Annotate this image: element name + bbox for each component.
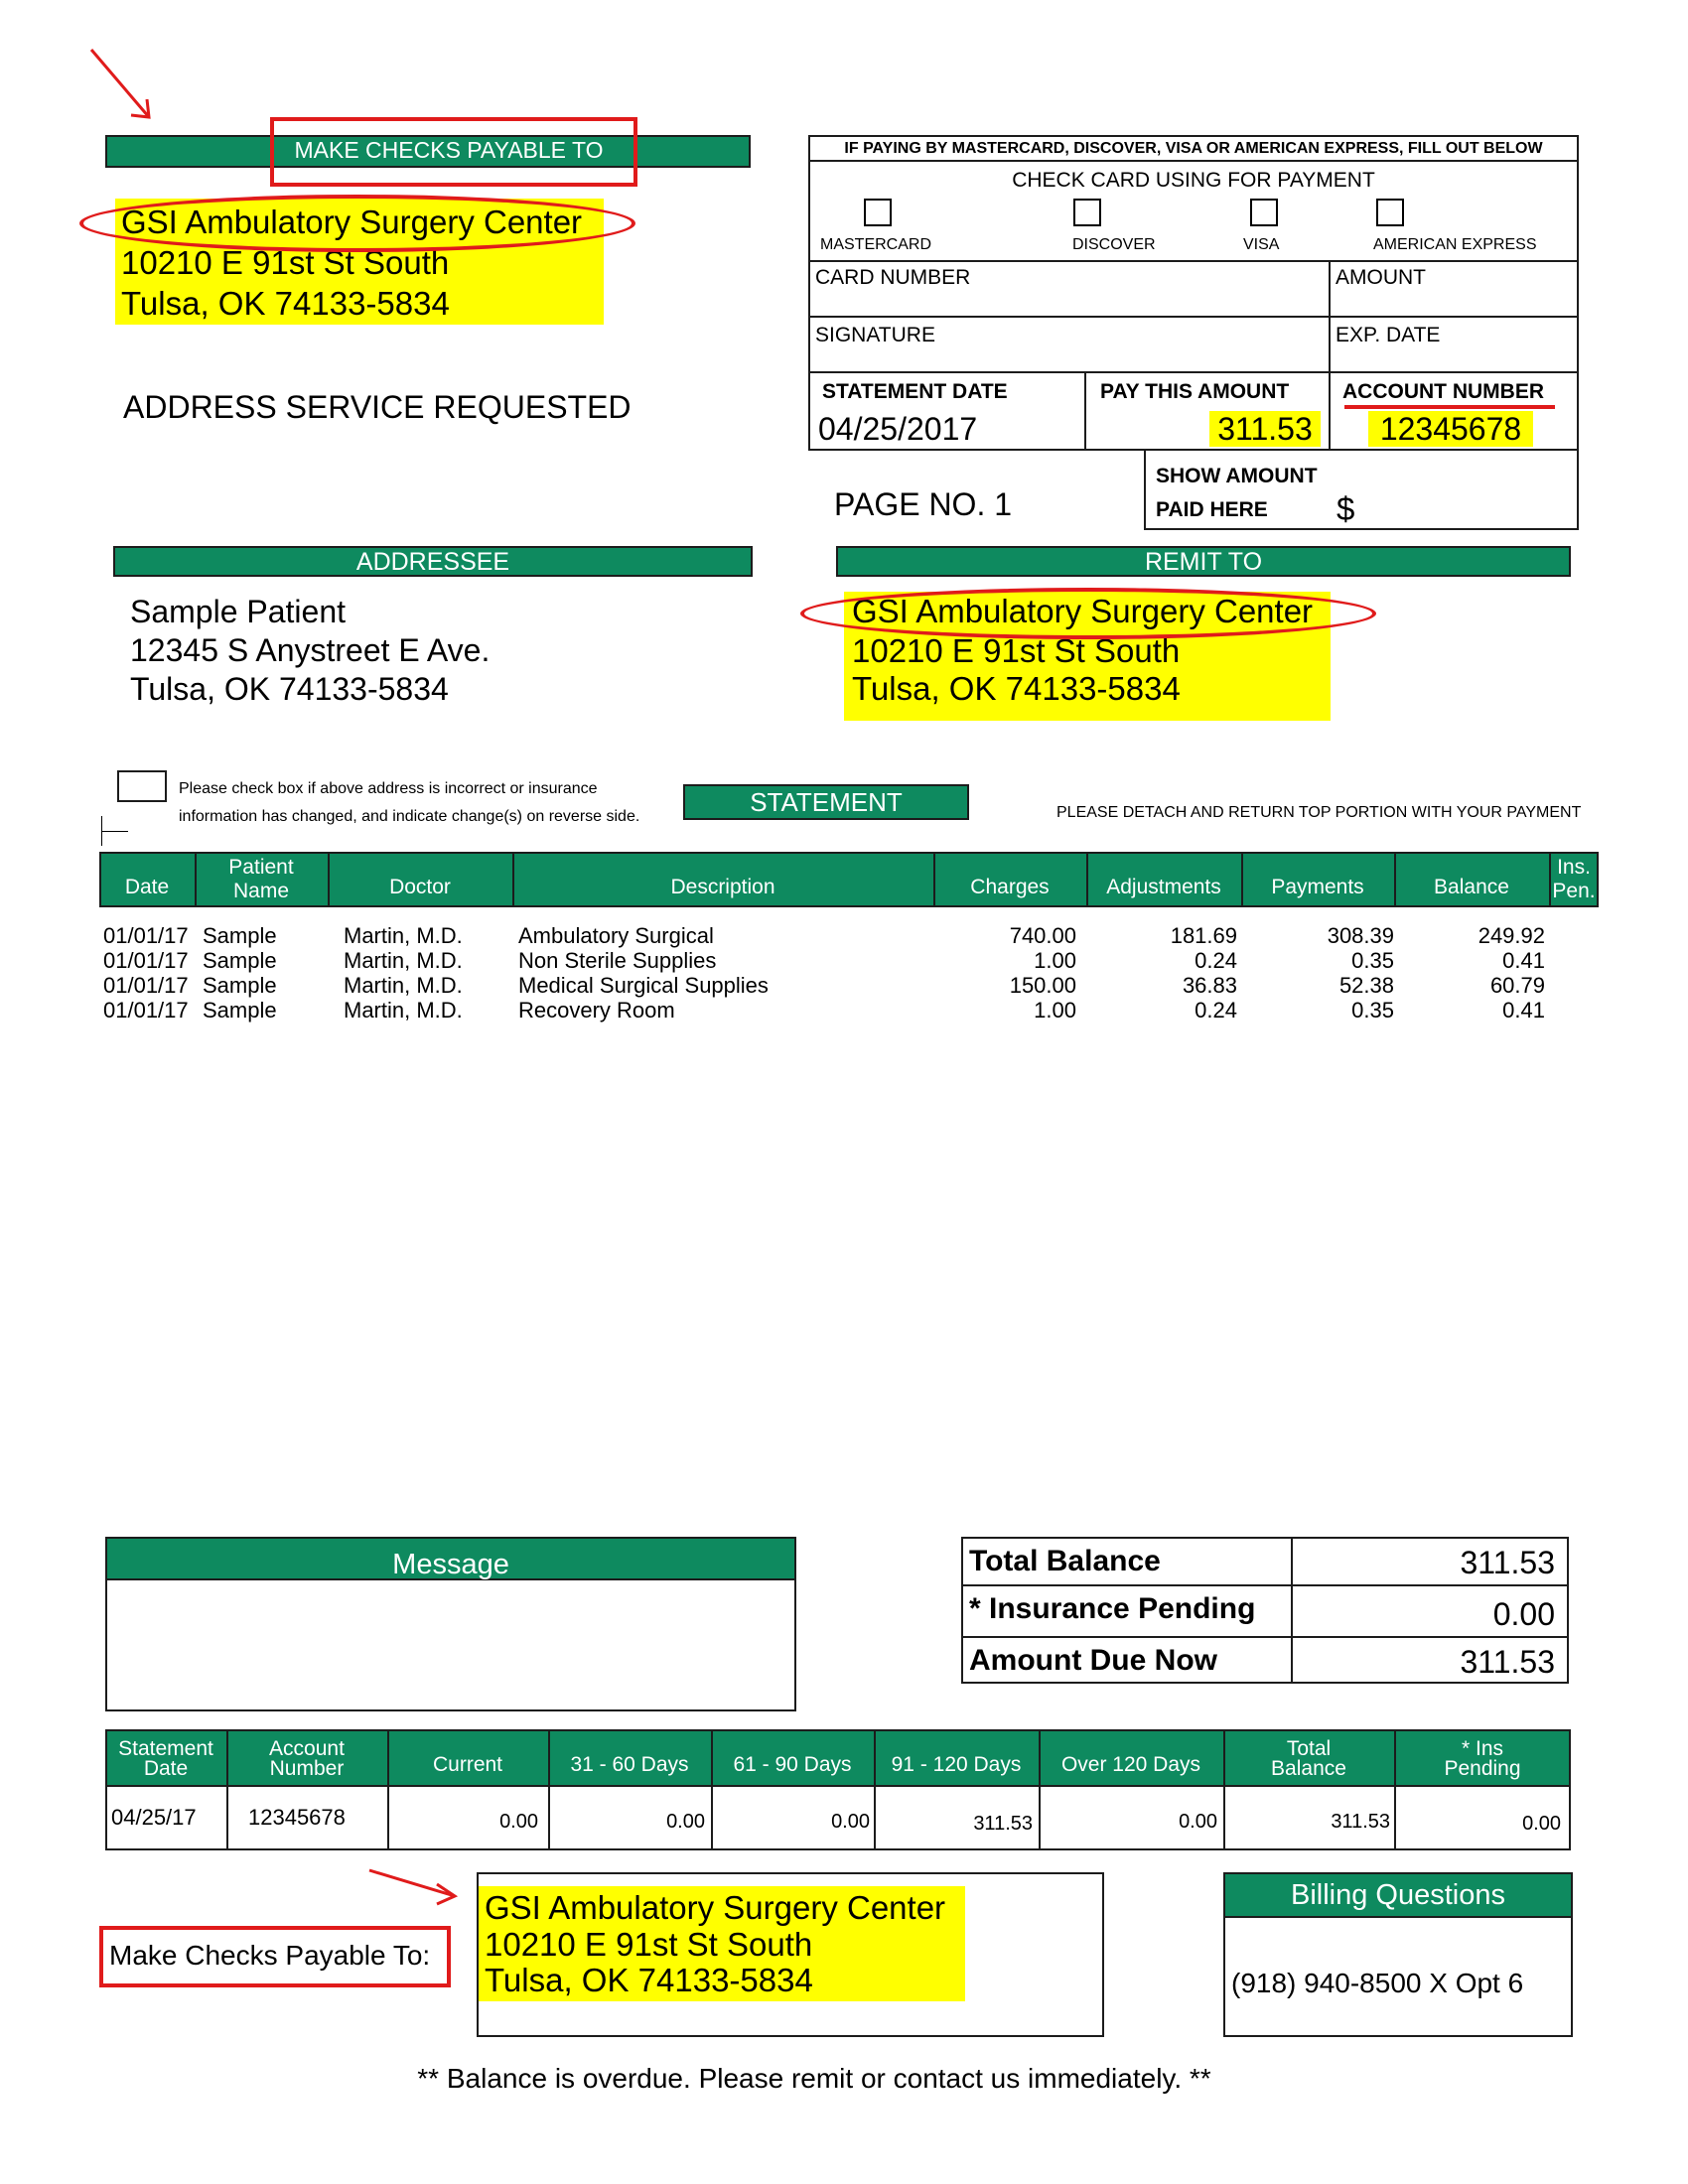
row-payments: 0.35 xyxy=(1351,948,1394,973)
row-payments: 0.35 xyxy=(1351,998,1394,1023)
row-adjustments: 0.24 xyxy=(1195,948,1237,973)
signature-label: SIGNATURE xyxy=(815,324,935,346)
statement-bar xyxy=(683,784,969,820)
col-header-balance: Balance xyxy=(1434,876,1509,898)
row-description: Ambulatory Surgical xyxy=(518,923,714,948)
row-balance: 0.41 xyxy=(1502,998,1545,1023)
row-balance: 60.79 xyxy=(1489,973,1545,998)
col-header-date: Date xyxy=(124,876,170,898)
aging-header-account-1: Account xyxy=(269,1737,345,1760)
col-header-ins-1: Ins. xyxy=(1557,856,1591,879)
account-number-label: ACCOUNT NUMBER xyxy=(1342,380,1544,403)
aging-header-over-120: Over 120 Days xyxy=(1060,1753,1201,1776)
amount-label: AMOUNT xyxy=(1336,266,1426,289)
row-description: Non Sterile Supplies xyxy=(518,948,717,973)
amount-due-label: Amount Due Now xyxy=(969,1644,1217,1677)
row-patient: Sample xyxy=(203,998,277,1023)
aging-header-total-2: Balance xyxy=(1271,1757,1346,1780)
card-divider-3 xyxy=(808,371,1579,373)
page-number: PAGE NO. 1 xyxy=(834,486,1013,522)
statement-label: STATEMENT xyxy=(750,787,903,817)
row-adjustments: 36.83 xyxy=(1182,973,1237,998)
footer-payee-street: 10210 E 91st St South xyxy=(485,1926,813,1963)
row-charges: 150.00 xyxy=(1009,973,1076,998)
aging-header-ins-2: Pending xyxy=(1444,1757,1521,1780)
row-description: Recovery Room xyxy=(518,998,675,1023)
col-header-ins-2: Pen. xyxy=(1552,880,1596,902)
address-service-requested: ADDRESS SERVICE REQUESTED xyxy=(123,389,632,425)
row-date: 01/01/17 xyxy=(103,948,189,973)
aging-61-90: 0.00 xyxy=(831,1811,870,1833)
card-instructions: IF PAYING BY MASTERCARD, DISCOVER, VISA OR AMERICAN EXPRESS, FILL OUT BELOW xyxy=(808,136,1579,162)
overdue-note: ** Balance is overdue. Please remit or contact us immediately. ** xyxy=(417,2063,1211,2094)
insurance-pending-value: 0.00 xyxy=(1492,1596,1555,1632)
col-header-adjustments: Adjustments xyxy=(1106,876,1221,898)
row-date: 01/01/17 xyxy=(103,923,189,948)
row-doctor: Martin, M.D. xyxy=(344,948,463,973)
row-adjustments: 0.24 xyxy=(1195,998,1237,1023)
aging-header-ins-1: * Ins xyxy=(1461,1737,1504,1760)
row-patient: Sample xyxy=(203,923,277,948)
col-header-patient-2: Name xyxy=(232,880,290,902)
message-label: Message xyxy=(392,1549,509,1580)
row-charges: 1.00 xyxy=(1034,948,1076,973)
option-amex: AMERICAN EXPRESS xyxy=(1373,236,1537,253)
aging-header-91-120: 91 - 120 Days xyxy=(891,1753,1022,1776)
footer-payee-name: GSI Ambulatory Surgery Center xyxy=(485,1889,946,1926)
col-header-patient-1: Patient xyxy=(228,856,294,879)
payee-city: Tulsa, OK 74133-5834 xyxy=(121,285,450,322)
statement-date-label: STATEMENT DATE xyxy=(822,380,1008,403)
totals-divider xyxy=(961,1584,1569,1586)
pay-amount-value: 311.53 xyxy=(1217,411,1313,447)
row-doctor: Martin, M.D. xyxy=(344,998,463,1023)
checkbox-icon[interactable] xyxy=(864,199,892,226)
check-card-label: CHECK CARD USING FOR PAYMENT xyxy=(1012,169,1375,192)
message-bar xyxy=(105,1537,796,1580)
address-change-checkbox[interactable] xyxy=(117,770,167,802)
checkbox-icon[interactable] xyxy=(1250,199,1278,226)
row-charges: 740.00 xyxy=(1009,923,1076,948)
aging-over-120: 0.00 xyxy=(1179,1811,1217,1833)
account-number-value: 12345678 xyxy=(1379,411,1522,447)
aging-header-account-2: Number xyxy=(269,1757,345,1780)
row-balance: 249.92 xyxy=(1477,923,1545,948)
footer-make-checks-label: Make Checks Payable To: xyxy=(109,1940,431,1971)
row-balance: 0.41 xyxy=(1502,948,1545,973)
billing-phone: (918) 940-8500 X Opt 6 xyxy=(1231,1968,1524,1998)
aging-header-31-60: 31 - 60 Days xyxy=(570,1753,689,1776)
row-patient: Sample xyxy=(203,948,277,973)
addressee-name: Sample Patient xyxy=(130,594,347,629)
make-checks-label: MAKE CHECKS PAYABLE TO xyxy=(294,137,604,163)
row-date: 01/01/17 xyxy=(103,973,189,998)
arrow-annotation-icon xyxy=(365,1864,465,1908)
statement-date-value: 04/25/2017 xyxy=(818,411,978,447)
registration-mark xyxy=(101,816,128,846)
remit-to-label: REMIT TO xyxy=(1144,548,1263,576)
make-checks-annotation-box xyxy=(270,117,637,187)
payee-name: GSI Ambulatory Surgery Center xyxy=(121,204,583,240)
row-doctor: Martin, M.D. xyxy=(344,973,463,998)
aging-account-number: 12345678 xyxy=(248,1805,346,1830)
aging-current: 0.00 xyxy=(499,1811,538,1833)
card-divider-2 xyxy=(808,316,1579,318)
row-date: 01/01/17 xyxy=(103,998,189,1023)
card-vdivider-1 xyxy=(1329,260,1331,451)
addressee-city: Tulsa, OK 74133-5834 xyxy=(130,671,449,707)
paid-here-label: PAID HERE xyxy=(1156,498,1268,521)
checkbox-icon[interactable] xyxy=(1073,199,1101,226)
pay-amount-label: PAY THIS AMOUNT xyxy=(1100,380,1290,403)
total-balance-value: 311.53 xyxy=(1460,1545,1555,1580)
aging-91-120: 311.53 xyxy=(973,1813,1033,1835)
card-divider-1 xyxy=(808,260,1579,262)
row-adjustments: 181.69 xyxy=(1170,923,1237,948)
totals-divider xyxy=(961,1636,1569,1638)
col-header-charges: Charges xyxy=(970,876,1050,898)
remit-street: 10210 E 91st St South xyxy=(852,632,1181,669)
insurance-pending-label: * Insurance Pending xyxy=(969,1592,1256,1625)
remit-city: Tulsa, OK 74133-5834 xyxy=(852,670,1181,707)
detach-note: PLEASE DETACH AND RETURN TOP PORTION WITH YOUR PAYMENT xyxy=(1056,804,1582,821)
option-discover: DISCOVER xyxy=(1072,236,1156,253)
row-charges: 1.00 xyxy=(1034,998,1076,1023)
dollar-sign: $ xyxy=(1336,490,1355,527)
payee-street: 10210 E 91st St South xyxy=(121,244,450,281)
amount-due-value: 311.53 xyxy=(1460,1644,1555,1680)
change-note-line-2: information has changed, and indicate change(s) on reverse side. xyxy=(179,808,640,825)
footer-payee-city: Tulsa, OK 74133-5834 xyxy=(485,1962,813,1998)
arrow-annotation-icon xyxy=(85,44,165,127)
aging-ins-pending: 0.00 xyxy=(1522,1813,1561,1835)
aging-header-total-1: Total xyxy=(1286,1737,1332,1760)
aging-statement-date: 04/25/17 xyxy=(111,1805,197,1830)
aging-header-61-90: 61 - 90 Days xyxy=(733,1753,852,1776)
card-number-label: CARD NUMBER xyxy=(815,266,971,289)
show-amount-label: SHOW AMOUNT xyxy=(1156,465,1318,487)
remit-annotation-ellipse xyxy=(800,588,1376,639)
row-doctor: Martin, M.D. xyxy=(344,923,463,948)
change-note-line-1: Please check box if above address is incorrect or insurance xyxy=(179,780,598,797)
option-visa: VISA xyxy=(1243,236,1280,253)
addressee-label: ADDRESSEE xyxy=(355,548,510,576)
addressee-bar xyxy=(113,546,753,577)
col-header-payments: Payments xyxy=(1271,876,1364,898)
exp-date-label: EXP. DATE xyxy=(1336,324,1441,346)
col-header-description: Description xyxy=(670,876,775,898)
billing-questions-label: Billing Questions xyxy=(1291,1879,1505,1911)
remit-name: GSI Ambulatory Surgery Center xyxy=(852,593,1314,629)
aging-header-statement-2: Date xyxy=(143,1757,189,1780)
row-description: Medical Surgical Supplies xyxy=(518,973,769,998)
aging-total-balance: 311.53 xyxy=(1331,1811,1390,1833)
col-header-doctor: Doctor xyxy=(389,876,451,898)
row-payments: 52.38 xyxy=(1338,973,1394,998)
checkbox-icon[interactable] xyxy=(1376,199,1404,226)
total-balance-label: Total Balance xyxy=(969,1545,1161,1577)
card-vdivider-2 xyxy=(1084,371,1086,451)
account-number-underline xyxy=(1344,405,1555,409)
aging-31-60: 0.00 xyxy=(666,1811,705,1833)
aging-header-current: Current xyxy=(432,1753,503,1776)
remit-to-bar xyxy=(836,546,1571,577)
addressee-street: 12345 S Anystreet E Ave. xyxy=(130,632,491,668)
payee-annotation-ellipse xyxy=(79,195,635,252)
aging-header-statement-1: Statement xyxy=(118,1737,213,1760)
row-patient: Sample xyxy=(203,973,277,998)
billing-questions-bar xyxy=(1223,1872,1573,1918)
row-payments: 308.39 xyxy=(1327,923,1394,948)
option-mastercard: MASTERCARD xyxy=(820,236,932,253)
